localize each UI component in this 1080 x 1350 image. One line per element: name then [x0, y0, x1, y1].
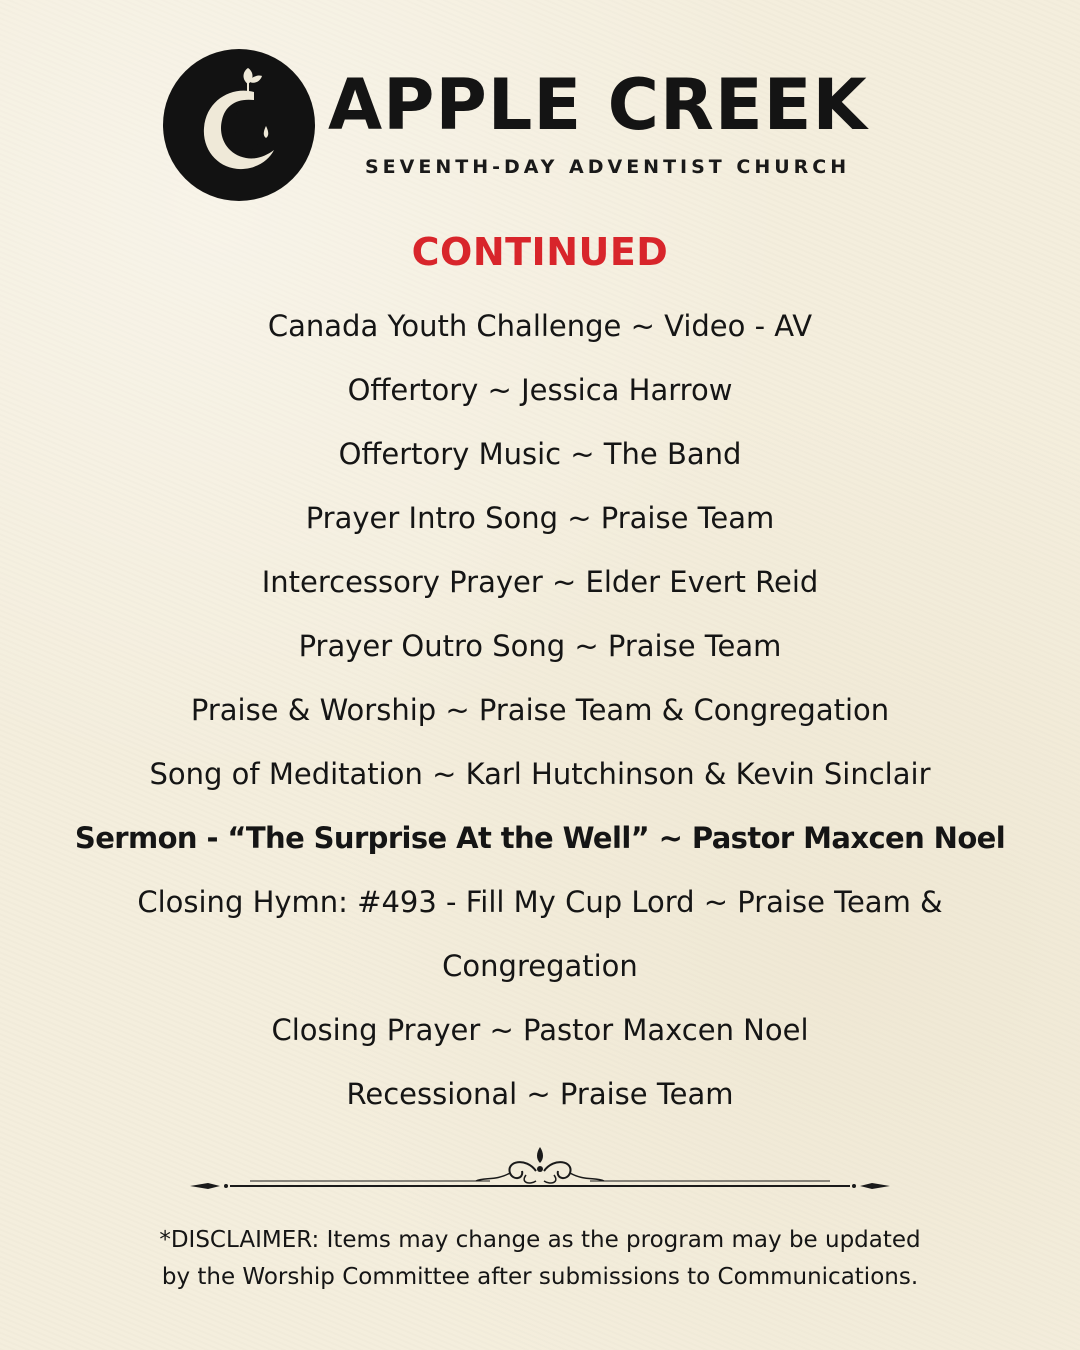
section-title: CONTINUED	[411, 230, 669, 274]
program-item: Offertory ~ Jessica Harrow	[347, 373, 733, 407]
apple-c-logo-icon	[162, 48, 316, 202]
program-item: Intercessory Prayer ~ Elder Evert Reid	[261, 565, 819, 599]
church-header	[162, 48, 902, 204]
program-item: Closing Hymn: #493 - Fill My Cup Lord ~ Praise Team &	[137, 885, 943, 919]
program-item: Song of Meditation ~ Karl Hutchinson & Kevin Sinclair	[149, 757, 931, 791]
brand-subtitle: SEVENTH-DAY ADVENTIST CHURCH	[365, 156, 851, 178]
disclaimer-line: *DISCLAIMER: Items may change as the program may be updated	[159, 1227, 921, 1253]
brand-name: APPLE CREEK	[328, 64, 868, 146]
program-item: Closing Prayer ~ Pastor Maxcen Noel	[271, 1013, 809, 1047]
program-item: Prayer Outro Song ~ Praise Team	[298, 629, 782, 663]
program-item: Canada Youth Challenge ~ Video - AV	[267, 309, 813, 343]
program-item: Praise & Worship ~ Praise Team & Congregation	[190, 693, 890, 727]
program-item: Recessional ~ Praise Team	[346, 1077, 734, 1111]
flourish-divider-icon	[190, 1135, 890, 1195]
program-item-sermon: Sermon - “The Surprise At the Well” ~ Pastor Maxcen Noel	[74, 821, 1006, 855]
program-item: Prayer Intro Song ~ Praise Team	[305, 501, 775, 535]
disclaimer	[40, 1222, 1040, 1296]
program-list	[40, 294, 1040, 1126]
disclaimer-line: by the Worship Committee after submissions to Communications.	[161, 1264, 919, 1290]
program-item: Offertory Music ~ The Band	[338, 437, 742, 471]
program-item: Congregation	[442, 949, 638, 983]
